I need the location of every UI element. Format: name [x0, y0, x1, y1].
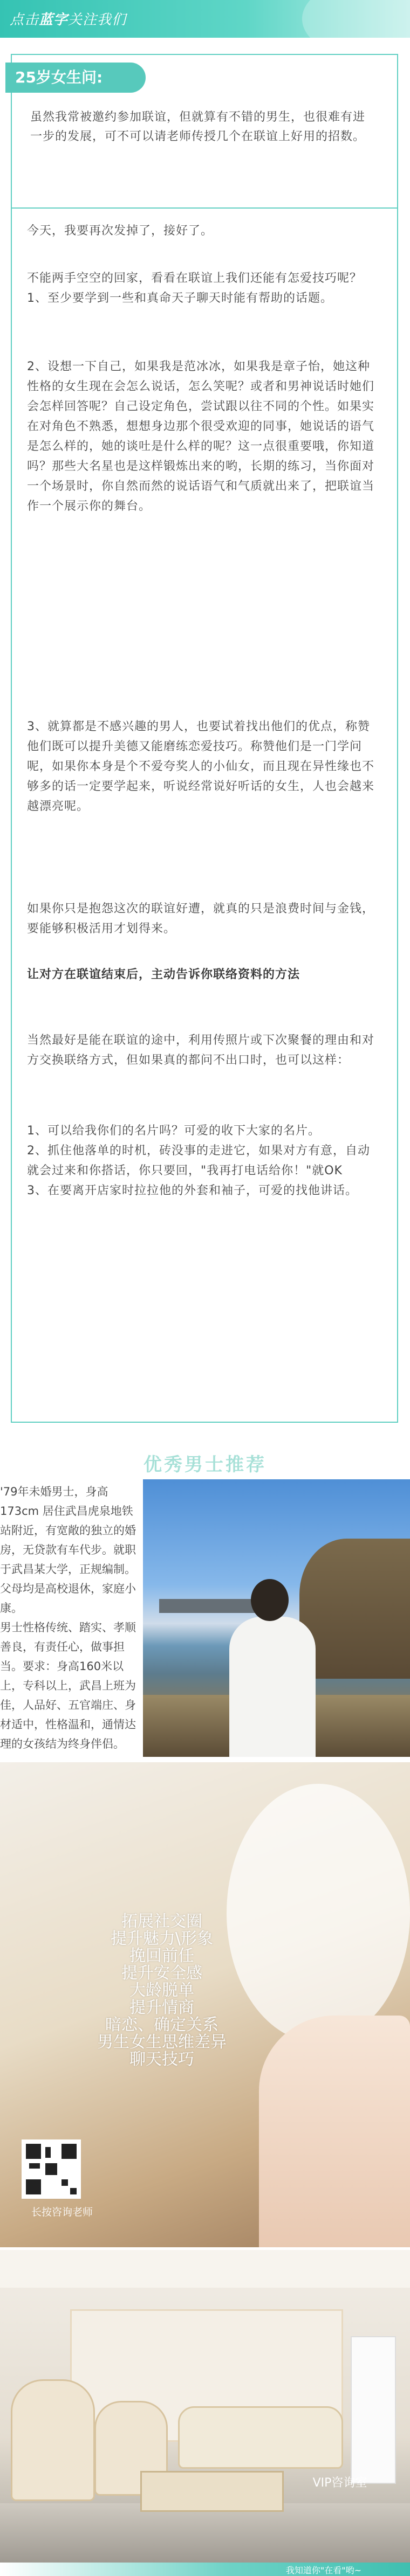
coffee-table-shape — [140, 2471, 284, 2512]
article-paragraph: 如果你只是抱怨这次的联谊好遭，就真的只是浪费时间与金钱，要能够积极活用才划得来。 — [27, 902, 375, 936]
service-item: 男生女生思维差异 — [97, 2033, 227, 2052]
service-item: 大龄脱单 — [129, 1981, 194, 2000]
ceiling-shape — [0, 2250, 410, 2288]
service-item: 提升情商 — [129, 1998, 194, 2017]
man-figure-head — [251, 1579, 289, 1621]
consult-room-photo — [0, 2250, 410, 2563]
banner-suffix: 关注我们 — [68, 12, 127, 28]
question-title: 25岁女生问: — [5, 63, 146, 93]
service-item: 提升安全感 — [121, 1964, 202, 1983]
article-subheading: 让对方在联谊结束后，主动告诉你联络资料的方法 — [27, 968, 300, 981]
armchair-shape — [11, 2379, 95, 2501]
article-paragraph: 不能两手空空的回家，看看在联谊上我们还能有怎爱技巧呢？ 1、至少要学到一些和真命天子聊天时能有帮助的话题。 — [27, 272, 363, 305]
banner-prefix: 点击 — [10, 12, 39, 28]
floor-shape — [0, 2503, 410, 2563]
profile-description: '79年未婚男士，身高173cm 居住武昌虎泉地铁站附近，有宽敞的独立的婚房，无贷款有车代步。就职于武昌某大学，正规编制。 父母均是高校退休，家庭小康。 男士性格传统、踏实、孝顺善良，有责任心，做事担当。要求：身高160米以上，专科以上，武昌上班为佳，人品好、五官端庄、身材适中，性格温和，通情达理的女孩结为终身伴侣。 — [0, 1485, 136, 1750]
cliff-shape — [299, 1539, 410, 1679]
follow-prompt — [10, 9, 126, 29]
article-paragraph: 今天，我要再次发掉了，接好了。 — [27, 224, 214, 238]
bottom-link[interactable]: 我知道你"在看"哟~ — [285, 2565, 362, 2575]
article-paragraph: 3、就算都是不感兴趣的男人，也要试着找出他们的优点，称赞他们既可以提升美德又能磨练恋爱技巧。称赞他们是一门学问呢，如果你本身是个不爱夸奖人的小仙女，而且现在异性缘也不够多的话一定要学起来，听说经常说好听话的女生，人也会越来越漂亮呢。 — [27, 720, 375, 813]
service-list — [49, 1913, 275, 2068]
service-item: 聊天技巧 — [129, 2050, 194, 2069]
service-item: 拓展社交圈 — [121, 1912, 202, 1931]
recommend-title: 优秀男士推荐 — [144, 1454, 266, 1476]
air-conditioner-shape — [351, 2336, 396, 2484]
qr-caption: 长按咨询老师 — [31, 2206, 93, 2218]
article-paragraph: 当然最好是能在联谊的途中，利用传照片或下次聚餐的理由和对方交换联络方式，但如果真的都问不出口时，也可以这样： — [27, 1034, 375, 1067]
article-paragraph: 1、可以给我你们的名片吗？可爱的收下大家的名片。 2、抓住他落单的时机，砖没事的走进它，如果对方有意，自动就会过来和你搭话，你只要回，"我再打电话给你！"就OK 3、在要离开店家时拉拉他的外套和袖子，可爱的找他讲话。 — [27, 1124, 370, 1197]
woman-figure — [259, 2016, 410, 2247]
sofa-shape — [178, 2406, 343, 2469]
room-caption: VIP咨询室 — [312, 2476, 367, 2490]
man-figure-body — [229, 1617, 316, 1757]
article-paragraph: 2、设想一下自己，如果我是范冰冰，如果我是章子怡，她这种性格的女生现在会怎么说话，怎么笑呢？或者和男神说话时她们会怎样回答呢？自己设定角色，尝试跟以往不同的个性。如果实在对角色不熟悉，想想身边那个很受欢迎的同事，她说话的语气是怎么样的，她的谈吐是什么样的呢？这一点很重要哦，你知道吗？那些大名星也是这样锻炼出来的哟，长期的练习，当你面对一个场景时，你自然而然的说话语气和气质就出来了，把联谊当作一个展示你的舞台。 — [27, 360, 375, 513]
service-item: 提升魅力\形象 — [110, 1929, 214, 1948]
top-banner[interactable] — [0, 0, 410, 38]
profile-photo — [143, 1479, 410, 1757]
service-item: 挽回前任 — [129, 1947, 194, 1965]
qr-code[interactable] — [22, 2139, 81, 2199]
banner-highlight: 蓝字 — [39, 12, 69, 28]
service-item: 暗恋、确定关系 — [105, 2016, 218, 2034]
banner-decoration — [302, 0, 410, 38]
question-text: 虽然我常被邀约参加联谊，但就算有不错的男生，也很难有进一步的发展，可不可以请老师传授几个在联谊上好用的招数。 — [30, 110, 366, 143]
